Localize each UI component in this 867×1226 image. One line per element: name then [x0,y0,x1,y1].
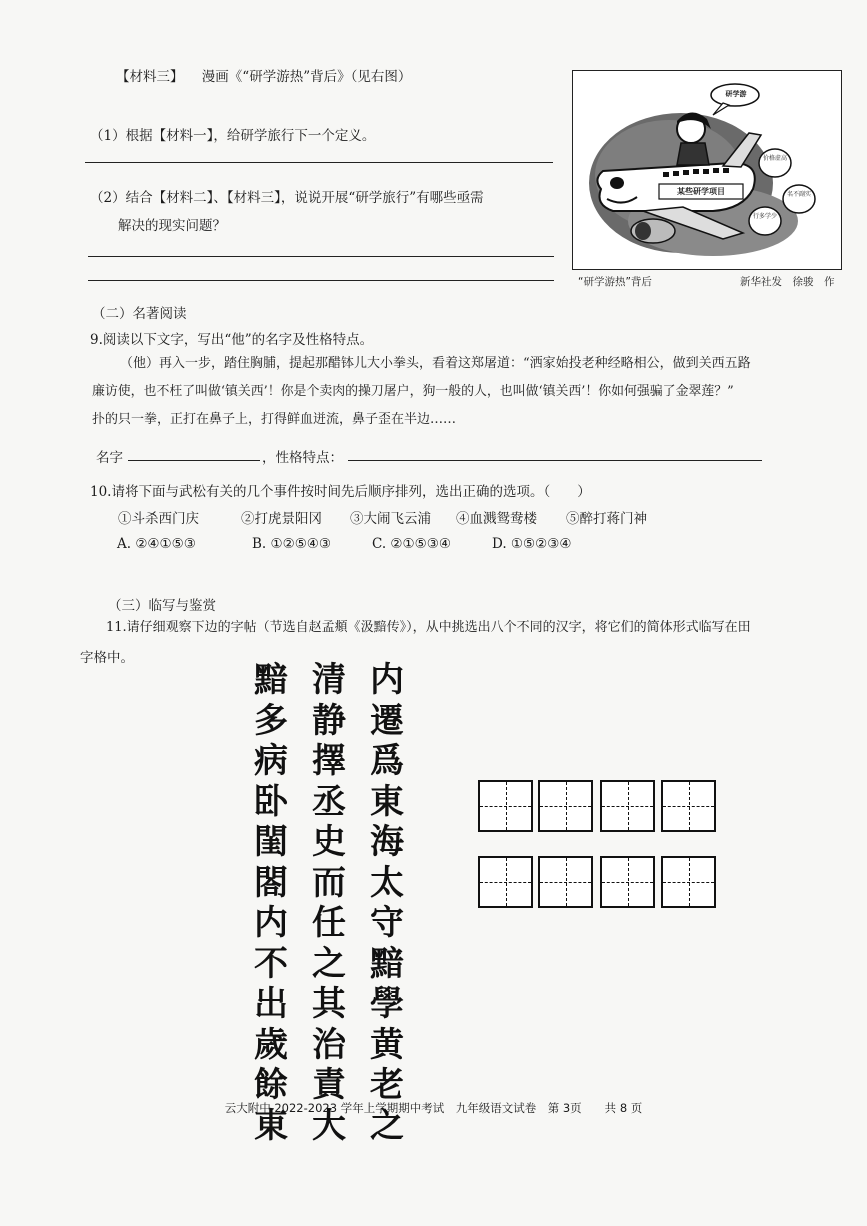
q9-trait-label: ，性格特点： [262,450,343,466]
callig-char: 太 [370,862,404,903]
callig-char: 東 [370,781,404,822]
question-1: （1）根据【材料一】，给研学旅行下一个定义。 [90,128,376,144]
callig-char: 出 [254,984,288,1024]
question-11-line1: 11.请仔细观察下边的字帖（节选自赵孟頫《汲黯传》），从中挑选出八个不同的汉字，将它们的简体形式临写在田 [106,620,751,635]
cartoon-drawing [573,71,841,269]
callig-char: 老 [370,1065,404,1105]
callig-char: 學 [370,984,404,1024]
callig-char: 黄 [370,1024,404,1065]
callig-char: 任 [312,903,346,943]
q9-passage-line1: （他）再入一步，踏住胸脯，提起那醋钵儿大小拳头，看着这郑屠道：“洒家始投老种经略相公，做到关西五路 [120,356,751,371]
callig-char: 閤 [254,862,288,903]
callig-char: 之 [312,943,346,984]
question-11-line2: 字格中。 [80,650,134,666]
q10-option-d[interactable]: D. ①⑤②③④ [492,536,572,552]
callig-char: 守 [370,903,404,943]
callig-char: 之 [370,1105,404,1146]
section-3-title: （三）临写与鉴赏 [108,598,216,614]
q9-name-blank[interactable] [128,460,260,461]
callig-char: 而 [312,862,346,903]
page-footer: 云大附中 2022-2023 学年上学期期中考试 九年级语文试卷 第 3页 共 8 页 [224,1101,643,1115]
tianzige-cell[interactable] [538,780,593,832]
q9-name-label: 名字 [96,450,123,466]
q10-event-4: ④血溅鸳鸯楼 [456,511,537,527]
tianzige-cell[interactable] [600,856,655,908]
callig-char: 卧 [254,781,288,822]
cartoon-plane-label: 某些研学项目 [677,187,725,196]
callig-char: 清 [312,660,346,700]
callig-char: 擇 [312,741,346,781]
question-2-line2: 解决的现实问题？ [118,218,226,234]
callig-char: 責 [312,1065,346,1105]
callig-char: 其 [312,984,346,1024]
callig-char: 不 [254,943,288,984]
material3-text: 漫画《“研学游热”背后》（见右图） [201,69,412,85]
material3-label: 【材料三】 [116,69,184,85]
q10-event-3: ③大闹飞云浦 [350,511,431,527]
cartoon-bubble-3: 行多学少 [753,213,778,220]
q10-option-b[interactable]: B. ①②⑤④③ [252,536,332,552]
cartoon-caption-left: “研学游热”背后 [578,276,652,288]
q10-option-a[interactable]: A. ②④①⑤③ [117,536,196,552]
callig-char: 歲 [254,1024,288,1065]
tianzige-cell[interactable] [478,780,533,832]
callig-char: 治 [312,1024,346,1065]
material3-heading [116,65,411,85]
callig-char: 餘 [254,1065,288,1105]
q9-passage-line3: 扑的只一拳，正打在鼻子上，打得鲜血迸流，鼻子歪在半边…… [92,412,457,427]
cartoon-bubble-top: 研学游 [725,90,747,98]
callig-char: 黯 [254,660,288,700]
question-10-prompt: 10.请将下面与武松有关的几个事件按时间先后顺序排列，选出正确的选项。（ ） [90,484,591,500]
callig-char: 静 [312,700,346,741]
callig-char: 大 [312,1105,346,1146]
q9-passage-line2: 廉访使，也不枉了叫做‘镇关西’！你是个卖肉的操刀屠户，狗一般的人，也叫做‘镇关西’！你如何强骗了金翠莲？” [92,384,734,399]
question-9-prompt: 9.阅读以下文字，写出“他”的名字及性格特点。 [90,332,374,348]
tianzige-cell[interactable] [600,780,655,832]
q10-event-2: ②打虎景阳冈 [241,511,322,527]
section-2-title: （二）名著阅读 [92,306,187,322]
answer-line-q1[interactable] [85,162,553,163]
calligraphy-column-middle [306,660,352,1146]
tianzige-cell[interactable] [478,856,533,908]
callig-char: 東 [254,1105,288,1146]
answer-line-q2-1[interactable] [88,256,554,257]
callig-char: 病 [254,741,288,781]
q10-option-c[interactable]: C. ②①⑤③④ [372,536,451,552]
cartoon-bubble-1: 价格虚高 [763,155,788,162]
callig-char: 多 [254,700,288,741]
q9-trait-blank[interactable] [348,460,762,461]
tianzige-cell[interactable] [661,856,716,908]
answer-line-q2-2[interactable] [88,280,554,281]
callig-char: 内 [370,660,404,700]
question-2-line1: （2）结合【材料二】、【材料三】，说说开展“研学旅行”有哪些亟需 [90,190,484,206]
calligraphy-column-left [248,660,294,1146]
q10-event-1: ①斗杀西门庆 [118,511,199,527]
cartoon-image [572,70,842,270]
callig-char: 海 [370,822,404,862]
callig-char: 史 [312,822,346,862]
cartoon-bubble-2: 名不副实 [787,191,812,198]
callig-char: 閨 [254,822,288,862]
tianzige-cell[interactable] [661,780,716,832]
callig-char: 黯 [370,943,404,984]
callig-char: 爲 [370,741,404,781]
callig-char: 丞 [312,781,346,822]
calligraphy-column-right [364,660,410,1146]
tianzige-cell[interactable] [538,856,593,908]
cartoon-caption-right: 新华社发 徐骏 作 [740,276,835,288]
callig-char: 内 [254,903,288,943]
callig-char: 遷 [370,700,404,741]
q10-event-5: ⑤醉打蒋门神 [566,511,647,527]
